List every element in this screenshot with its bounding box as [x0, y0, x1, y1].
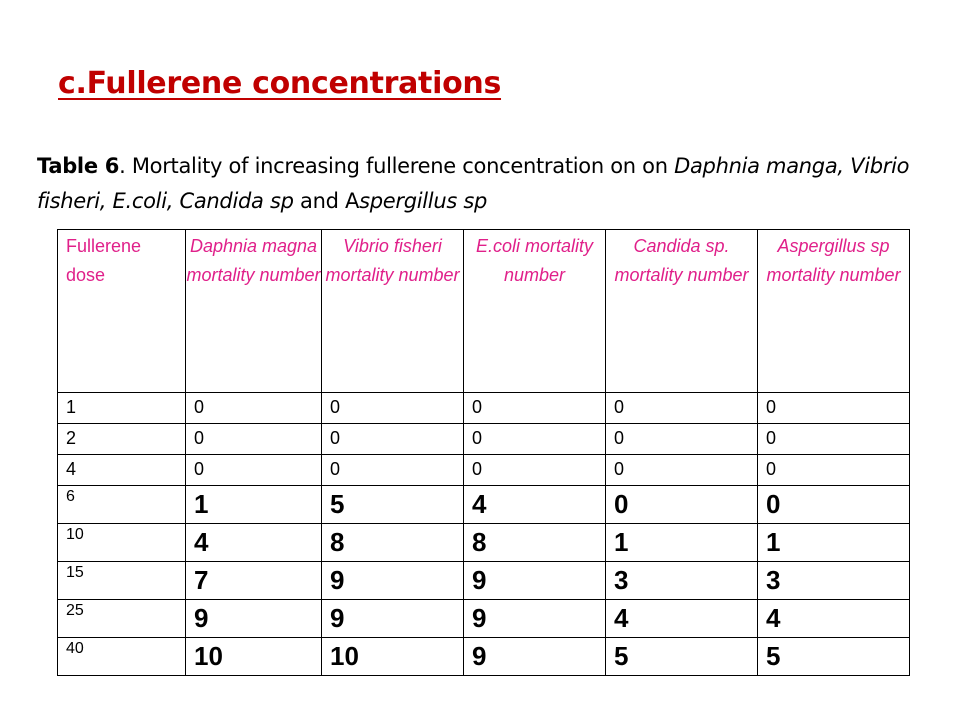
cell-candida: 4 [606, 600, 758, 638]
cell-dose: 40 [58, 638, 186, 676]
cell-ecoli: 0 [464, 455, 606, 486]
cell-candida: 1 [606, 524, 758, 562]
cell-dose: 4 [58, 455, 186, 486]
cell-candida: 5 [606, 638, 758, 676]
table-row [58, 455, 910, 486]
cell-aspergillus: 0 [758, 486, 910, 524]
cell-dose: 6 [58, 486, 186, 524]
cell-daphnia: 7 [186, 562, 322, 600]
table-row [58, 638, 910, 676]
cell-ecoli: 4 [464, 486, 606, 524]
cell-vibrio: 0 [322, 455, 464, 486]
cell-dose: 1 [58, 393, 186, 424]
cell-daphnia: 10 [186, 638, 322, 676]
caption-and: and A [293, 189, 360, 213]
cell-candida: 0 [606, 424, 758, 455]
header-vibrio: Vibrio fisheri mortality number [322, 230, 464, 393]
cell-aspergillus: 1 [758, 524, 910, 562]
cell-ecoli: 9 [464, 600, 606, 638]
cell-dose: 2 [58, 424, 186, 455]
mortality-table [57, 229, 910, 676]
table-row [58, 562, 910, 600]
cell-candida: 0 [606, 455, 758, 486]
cell-candida: 0 [606, 393, 758, 424]
header-dose: Fullerene dose [58, 230, 186, 393]
cell-dose: 25 [58, 600, 186, 638]
cell-daphnia: 0 [186, 455, 322, 486]
cell-daphnia: 0 [186, 393, 322, 424]
slide-title: c.Fullerene concentrations [58, 66, 502, 101]
cell-aspergillus: 0 [758, 393, 910, 424]
header-ecoli: E.coli mortality number [464, 230, 606, 393]
table-row [58, 424, 910, 455]
cell-ecoli: 9 [464, 638, 606, 676]
header-aspergillus: Aspergillus sp mortality number [758, 230, 910, 393]
caption-text: . Mortality of increasing fullerene concentration on on [119, 154, 675, 178]
header-daphnia: Daphnia magna mortality number [186, 230, 322, 393]
cell-aspergillus: 5 [758, 638, 910, 676]
table-header-row [58, 230, 910, 393]
cell-aspergillus: 0 [758, 424, 910, 455]
table-row [58, 600, 910, 638]
cell-dose: 10 [58, 524, 186, 562]
cell-aspergillus: 0 [758, 455, 910, 486]
cell-candida: 3 [606, 562, 758, 600]
cell-vibrio: 10 [322, 638, 464, 676]
cell-ecoli: 0 [464, 424, 606, 455]
cell-dose: 15 [58, 562, 186, 600]
cell-daphnia: 1 [186, 486, 322, 524]
cell-vibrio: 0 [322, 393, 464, 424]
cell-daphnia: 4 [186, 524, 322, 562]
cell-aspergillus: 4 [758, 600, 910, 638]
cell-vibrio: 8 [322, 524, 464, 562]
cell-vibrio: 9 [322, 562, 464, 600]
cell-daphnia: 9 [186, 600, 322, 638]
caption-aspergillus: spergillus sp [359, 189, 488, 213]
header-candida: Candida sp. mortality number [606, 230, 758, 393]
cell-ecoli: 0 [464, 393, 606, 424]
cell-daphnia: 0 [186, 424, 322, 455]
cell-vibrio: 0 [322, 424, 464, 455]
caption-species: Daphnia manga, Vibrio fisheri, E.coli, Candida sp [37, 154, 910, 213]
cell-candida: 0 [606, 486, 758, 524]
cell-ecoli: 8 [464, 524, 606, 562]
table-row [58, 393, 910, 424]
table-caption [37, 149, 942, 219]
table-row [58, 486, 910, 524]
cell-vibrio: 9 [322, 600, 464, 638]
cell-vibrio: 5 [322, 486, 464, 524]
caption-label: Table 6 [37, 154, 120, 178]
cell-ecoli: 9 [464, 562, 606, 600]
table-row [58, 524, 910, 562]
cell-aspergillus: 3 [758, 562, 910, 600]
